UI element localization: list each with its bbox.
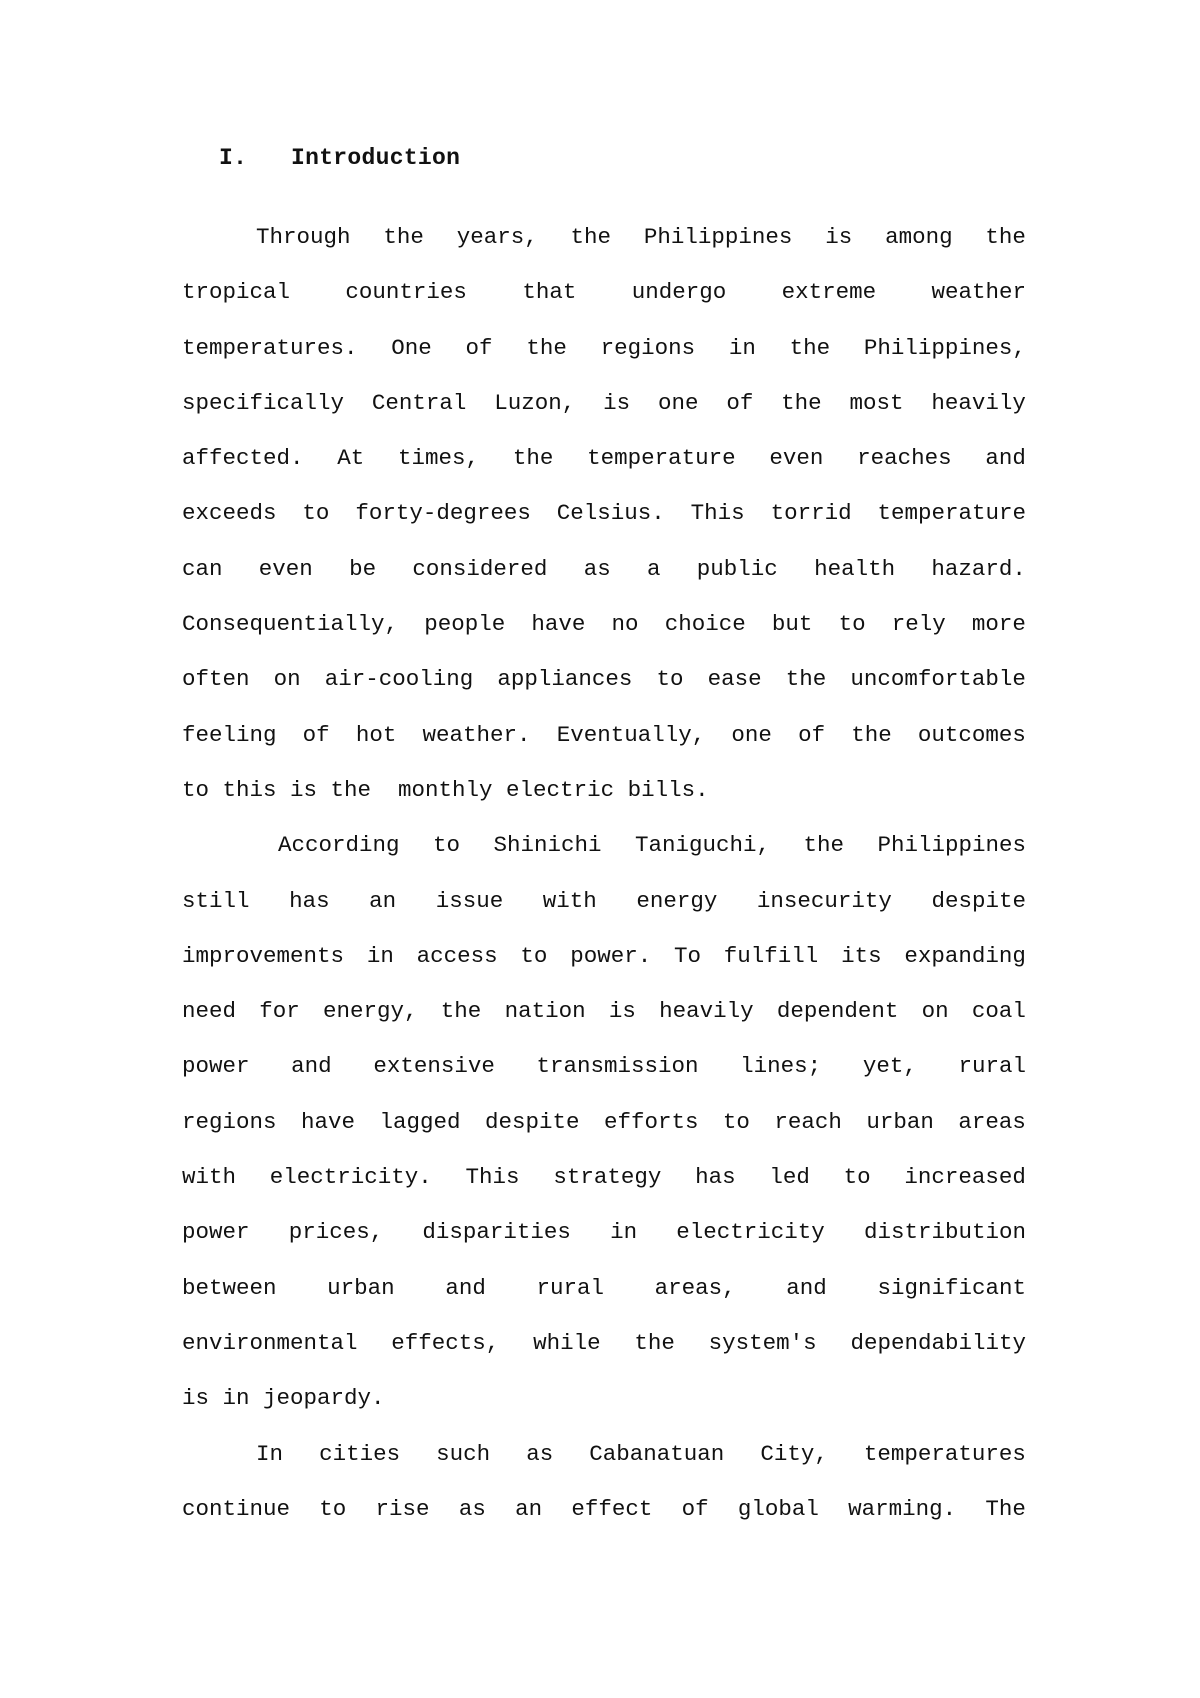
word: fulfill [723, 942, 819, 969]
word: disparities [422, 1219, 571, 1246]
word: an [369, 887, 397, 914]
word: countries [345, 279, 467, 306]
word: Philippines [877, 832, 1026, 859]
word: the [440, 998, 482, 1025]
word: still [182, 887, 250, 914]
word: health [814, 555, 896, 582]
word: heavily [659, 998, 754, 1025]
word: and [786, 1274, 827, 1301]
word: weather [931, 279, 1026, 306]
word: even [769, 445, 824, 472]
word: heavily [931, 389, 1026, 416]
word: uncomfortable [850, 666, 1026, 693]
word: efforts [603, 1108, 699, 1135]
word: To [674, 942, 702, 969]
word: cities [319, 1440, 401, 1467]
word: hot [355, 721, 397, 748]
word: of [726, 389, 754, 416]
word: power [182, 1053, 250, 1080]
word: power. [570, 942, 652, 969]
word: exceeds [182, 500, 277, 527]
word: energy [636, 887, 718, 914]
word: reaches [857, 445, 952, 472]
word: between [182, 1274, 277, 1301]
word: The [985, 1495, 1026, 1522]
word: the [512, 445, 554, 472]
word: rise [375, 1495, 430, 1522]
word: temperature [877, 500, 1026, 527]
word: power [182, 1219, 250, 1246]
word: regions [182, 1108, 277, 1135]
word: years, [456, 224, 538, 250]
word: effects, [391, 1329, 500, 1356]
word: to [656, 666, 684, 693]
word: on [921, 998, 949, 1025]
word: Philippines, [863, 334, 1026, 361]
paragraph [182, 830, 1026, 1438]
word: extreme [781, 279, 877, 306]
word: Cabanatuan [589, 1440, 725, 1467]
word: energy, [323, 998, 418, 1025]
text-line [182, 1217, 1026, 1272]
section-title: Introduction [291, 145, 461, 171]
text-line [182, 664, 1026, 719]
text-line [182, 941, 1026, 996]
word: the [851, 721, 892, 748]
word: rely [891, 611, 946, 638]
word: environmental [182, 1329, 358, 1356]
word: one [731, 721, 772, 748]
word: the [785, 666, 827, 693]
text-line [182, 333, 1026, 388]
word: the [781, 389, 822, 416]
word: times, [398, 445, 480, 472]
word: be [349, 555, 377, 582]
word: weather. [422, 721, 531, 748]
word: is [608, 998, 636, 1025]
word: air-cooling [324, 666, 474, 693]
word: a [647, 555, 661, 582]
word: This [690, 500, 745, 527]
word: areas, [654, 1274, 736, 1301]
word: temperatures [863, 1440, 1026, 1467]
word: to [433, 832, 461, 859]
word: regions [600, 334, 696, 361]
word: temperatures. [182, 334, 358, 361]
word: is [603, 389, 631, 416]
word: extensive [373, 1053, 495, 1080]
text-line [182, 554, 1026, 609]
word: one [657, 389, 699, 416]
word: One [391, 334, 432, 361]
word: Luzon, [494, 389, 576, 416]
word: This [465, 1164, 520, 1191]
word: specifically [182, 389, 345, 416]
word: undergo [631, 279, 727, 306]
word: of [465, 334, 493, 361]
word: considered [412, 555, 548, 582]
word: the [383, 224, 424, 250]
word: have [531, 611, 586, 638]
paragraph [182, 1439, 1026, 1550]
word: significant [877, 1274, 1026, 1301]
text-line [182, 830, 1026, 885]
word: no [611, 611, 639, 638]
word: urban [866, 1108, 934, 1135]
word: issue [435, 887, 504, 914]
word: Shinichi [493, 832, 602, 859]
text-line [182, 886, 1026, 941]
text-line [182, 443, 1026, 498]
word: lines; [740, 1053, 822, 1080]
word: hazard. [931, 555, 1026, 582]
word: Central [371, 389, 467, 416]
word: as [458, 1495, 486, 1522]
word: electricity [676, 1219, 825, 1246]
word: the [985, 224, 1026, 250]
word: feeling [182, 721, 277, 748]
word: the [526, 334, 567, 361]
word: is [825, 224, 853, 250]
word: the [789, 334, 831, 361]
word: but [771, 611, 813, 638]
word: access [416, 942, 498, 969]
word: torrid [770, 500, 852, 527]
word: Eventually, [556, 721, 706, 748]
word: electricity. [269, 1164, 432, 1191]
word: increased [904, 1164, 1026, 1191]
word: most [849, 389, 904, 416]
text-line [182, 996, 1026, 1051]
word: of [798, 721, 826, 748]
text-line: to this is the monthly electric bills. [182, 776, 709, 803]
word: to [843, 1164, 871, 1191]
word: need [182, 998, 237, 1025]
word: expanding [904, 942, 1026, 969]
word: warming. [848, 1495, 957, 1522]
word: the [634, 1329, 675, 1356]
word: City, [760, 1440, 828, 1467]
word: with [182, 1164, 237, 1191]
text-line [182, 1051, 1026, 1106]
word: tropical [182, 279, 291, 306]
word: strategy [553, 1164, 662, 1191]
word: the [570, 224, 612, 250]
section-number: I. [219, 145, 248, 171]
word: and [291, 1053, 332, 1080]
word: lagged [379, 1108, 461, 1135]
word: and [985, 445, 1026, 472]
word: Consequentially, [182, 611, 399, 638]
word: rural [958, 1053, 1026, 1080]
word: in [728, 334, 756, 361]
word: despite [484, 1108, 580, 1135]
word: Taniguchi, [634, 832, 771, 859]
word: appliances [497, 666, 633, 693]
word: its [841, 942, 882, 969]
word: outcomes [917, 721, 1026, 748]
word: Through [256, 224, 351, 250]
word: affected. [182, 445, 304, 472]
word: nation [504, 998, 586, 1025]
text-line [182, 1328, 1026, 1383]
word: an [515, 1495, 543, 1522]
text-line [182, 388, 1026, 443]
word: ease [707, 666, 762, 693]
word: have [300, 1108, 355, 1135]
text-line [182, 1107, 1026, 1162]
word: transmission [536, 1053, 699, 1080]
word: of [681, 1495, 709, 1522]
word: people [424, 611, 506, 638]
word: system's [708, 1329, 817, 1356]
word: In [256, 1440, 284, 1467]
word: the [803, 832, 844, 859]
text-line [182, 277, 1026, 332]
word: continue [182, 1495, 291, 1522]
word: to [302, 500, 330, 527]
word: According [278, 832, 400, 859]
word: and [445, 1274, 486, 1301]
word: forty-degrees [355, 500, 531, 527]
word: even [258, 555, 313, 582]
word: can [182, 555, 223, 582]
word: to [319, 1495, 347, 1522]
word: Philippines [643, 224, 793, 250]
body-text [182, 222, 1026, 1549]
word: distribution [863, 1219, 1026, 1246]
word: to [520, 942, 548, 969]
word: areas [958, 1108, 1026, 1135]
word: coal [971, 998, 1026, 1025]
paragraph [182, 222, 1026, 830]
text-line [182, 1494, 1026, 1549]
word: such [436, 1440, 491, 1467]
word: led [769, 1164, 810, 1191]
word: dependent [776, 998, 899, 1025]
word: often [182, 666, 250, 693]
word: improvements [182, 942, 345, 969]
word: on [273, 666, 301, 693]
word: public [696, 555, 778, 582]
word: to [722, 1108, 750, 1135]
word: with [542, 887, 597, 914]
text-line [182, 609, 1026, 664]
word: as [526, 1440, 554, 1467]
word: choice [664, 611, 746, 638]
text-line [182, 1273, 1026, 1328]
word: insecurity [756, 887, 892, 914]
word: as [583, 555, 611, 582]
word: global [737, 1495, 819, 1522]
word: effect [571, 1495, 653, 1522]
word: for [259, 998, 300, 1025]
word: yet, [862, 1053, 917, 1080]
word: in [366, 942, 394, 969]
word: despite [931, 887, 1026, 914]
word: has [289, 887, 330, 914]
word: dependability [850, 1329, 1026, 1356]
text-line: is in jeopardy. [182, 1385, 385, 1412]
section-heading [219, 143, 460, 173]
word: among [885, 224, 953, 250]
word: temperature [587, 445, 736, 472]
word: rural [536, 1274, 604, 1301]
text-line [182, 498, 1026, 553]
word: while [533, 1329, 601, 1356]
text-line [182, 1439, 1026, 1494]
word: that [522, 279, 577, 306]
word: more [971, 611, 1026, 638]
text-line [182, 222, 1026, 277]
word: has [695, 1164, 736, 1191]
word: prices, [288, 1219, 384, 1246]
word: reach [774, 1108, 842, 1135]
text-line [182, 1162, 1026, 1217]
word: At [337, 445, 365, 472]
word: urban [327, 1274, 395, 1301]
word: in [610, 1219, 638, 1246]
text-line [182, 720, 1026, 775]
word: to [838, 611, 866, 638]
word: Celsius. [556, 500, 665, 527]
word: of [302, 721, 330, 748]
